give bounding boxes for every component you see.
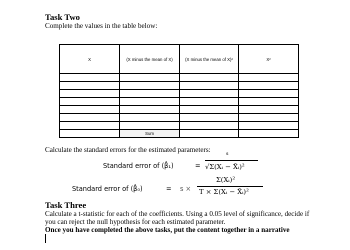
se-beta1-fraction-bar	[205, 160, 258, 161]
table-cell[interactable]	[180, 130, 239, 138]
column-header-x: X	[60, 45, 120, 74]
table-cell[interactable]	[239, 74, 299, 82]
se-beta1-denominator: √Σ(Xᵢ − X̄ᵢ)²	[205, 163, 245, 171]
se-beta0-equals: =	[166, 185, 172, 193]
table-cell[interactable]	[60, 106, 120, 114]
table-cell[interactable]	[180, 90, 239, 98]
table-header-row	[60, 45, 299, 74]
table-cell[interactable]	[239, 82, 299, 90]
sum-row	[60, 130, 299, 138]
se-beta0-label: Standard error of (β̂₀)	[72, 185, 143, 193]
table-cell[interactable]	[120, 122, 180, 130]
table-row	[60, 106, 299, 114]
column-header-x-minus-mean-squared: (X minus the mean of X)²	[180, 45, 239, 74]
sum-label: Sum	[120, 130, 180, 138]
table-cell[interactable]	[180, 122, 239, 130]
column-header-x-squared: X²	[239, 45, 299, 74]
table-row	[60, 98, 299, 106]
table-cell[interactable]	[60, 114, 120, 122]
table-cell[interactable]	[60, 82, 120, 90]
table-row	[60, 74, 299, 82]
task-three-line-2: you can reject the null hypothesis for each estimated parameter.	[45, 218, 226, 226]
se-beta1-numerator: s	[226, 152, 229, 157]
table-cell[interactable]	[120, 98, 180, 106]
table-cell[interactable]	[180, 74, 239, 82]
table-cell[interactable]	[180, 82, 239, 90]
table-cell[interactable]	[120, 74, 180, 82]
se-beta0-numerator: Σ(Xᵢ)²	[216, 176, 236, 184]
values-table	[59, 44, 299, 138]
table-row	[60, 114, 299, 122]
table-cell[interactable]	[239, 106, 299, 114]
table-row	[60, 82, 299, 90]
column-header-x-minus-mean: (X minus the mean of X)	[120, 45, 180, 74]
table-cell[interactable]	[120, 82, 180, 90]
se-beta1-label: Standard error of (β̂₁)	[103, 162, 174, 170]
table-cell[interactable]	[239, 90, 299, 98]
table-cell[interactable]	[60, 130, 120, 138]
task-three-heading: Task Three	[45, 200, 87, 210]
se-beta0-times: s ×	[180, 185, 192, 193]
table-cell[interactable]	[180, 114, 239, 122]
table-row	[60, 122, 299, 130]
table-cell[interactable]	[60, 90, 120, 98]
table-cell[interactable]	[239, 122, 299, 130]
table-cell[interactable]	[239, 98, 299, 106]
se-beta0-fraction-bar	[197, 186, 263, 187]
task-two-heading: Task Two	[45, 12, 80, 22]
se-beta1-equals: =	[195, 162, 201, 170]
table-cell[interactable]	[120, 106, 180, 114]
table-cell[interactable]	[239, 114, 299, 122]
table-cell[interactable]	[120, 114, 180, 122]
table-cell[interactable]	[180, 98, 239, 106]
se-beta0-denominator: T × Σ(Xᵢ − X̄ᵢ)²	[199, 188, 249, 196]
table-row	[60, 90, 299, 98]
standard-errors-instruction: Calculate the standard errors for the estimated parameters:	[45, 146, 211, 154]
table-cell[interactable]	[60, 98, 120, 106]
table-cell[interactable]	[60, 122, 120, 130]
table-cell[interactable]	[120, 90, 180, 98]
table-cell[interactable]	[239, 130, 299, 138]
table-cell[interactable]	[180, 106, 239, 114]
table-cell[interactable]	[60, 74, 120, 82]
task-two-instruction: Complete the values in the table below:	[45, 22, 158, 30]
text-cursor[interactable]	[45, 234, 46, 243]
task-three-line-3: Once you have completed the above tasks, put the content together in a narrative	[45, 226, 290, 234]
task-three-line-1: Calculate a t-statistic for each of the coefficients. Using a 0.05 level of significance, decide if	[45, 210, 310, 218]
